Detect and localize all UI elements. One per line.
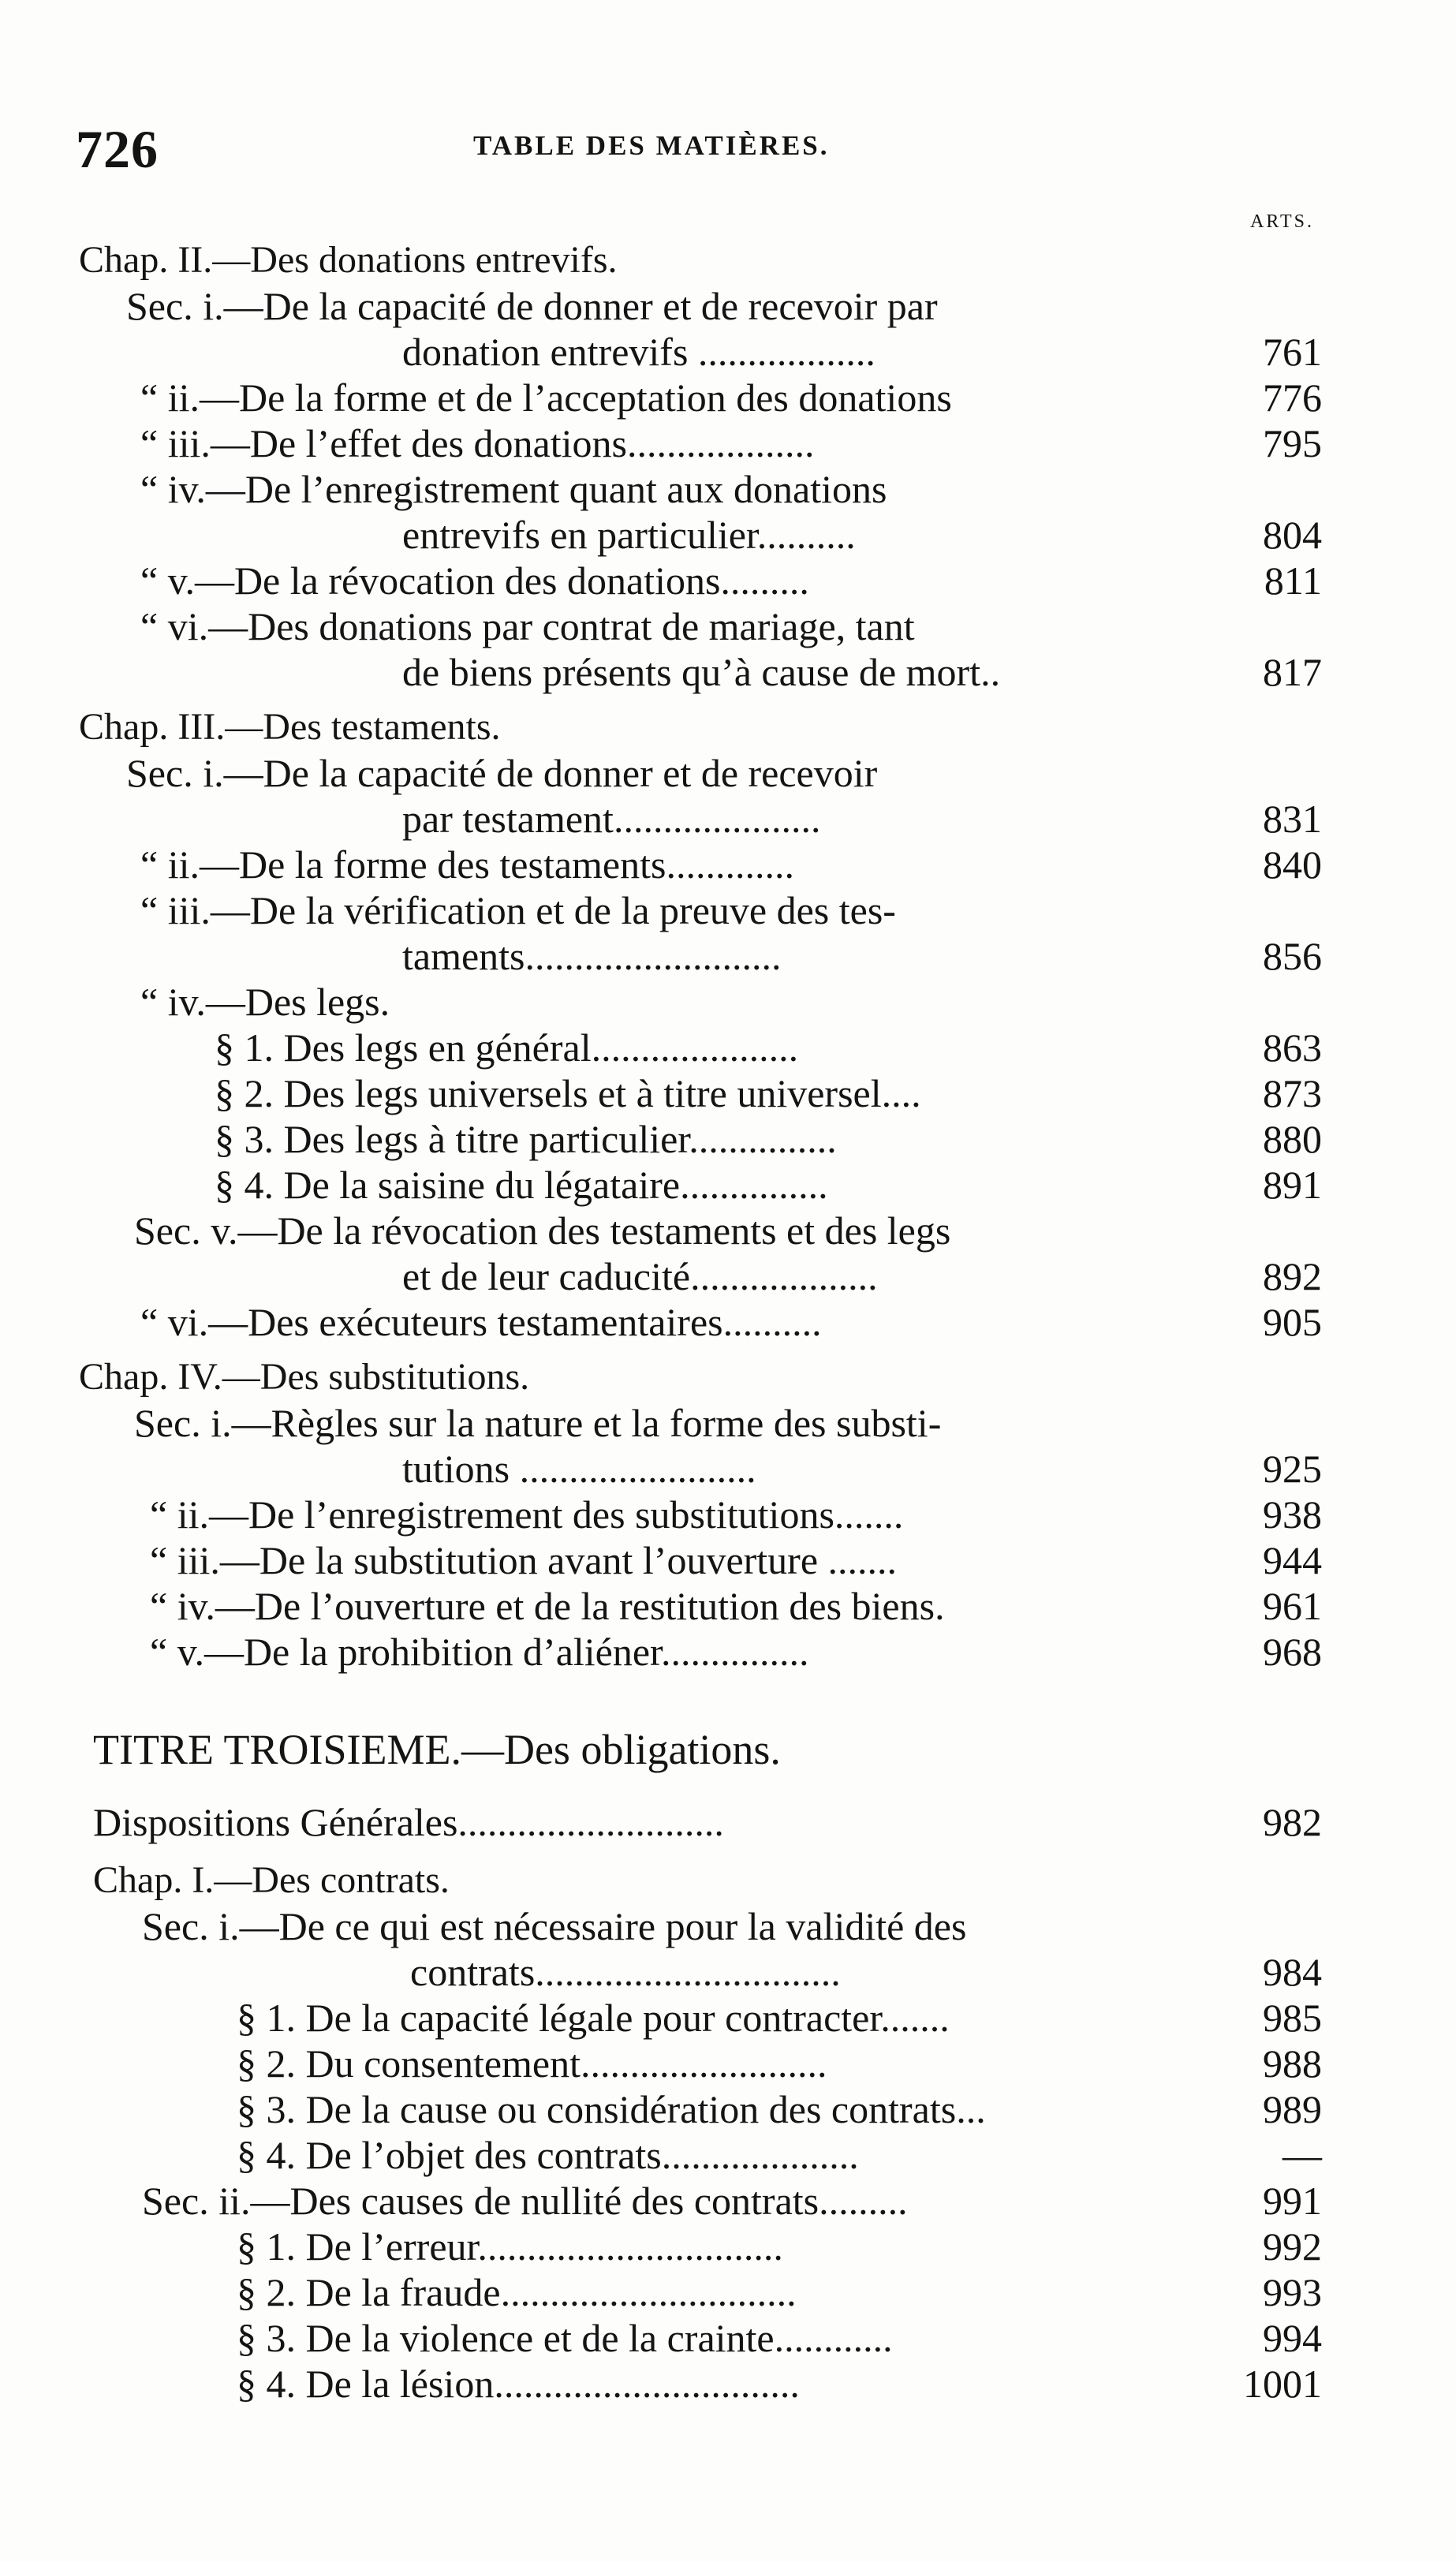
article-number: 831 xyxy=(1263,797,1322,841)
toc-entry: “ ii.—De la forme des testaments............. xyxy=(140,842,794,887)
article-number: 856 xyxy=(1263,934,1322,978)
article-number: 761 xyxy=(1263,330,1322,374)
article-number: 993 xyxy=(1263,2270,1322,2314)
toc-entry: § 3. Des legs à titre particulier............... xyxy=(215,1117,837,1161)
article-number: 991 xyxy=(1263,2179,1322,2223)
article-number: 873 xyxy=(1263,1071,1322,1115)
toc-entry: contrats............................... xyxy=(410,1950,841,1994)
article-number: 840 xyxy=(1263,842,1322,887)
toc-entry: “ vi.—Des exécuteurs testamentaires.......... xyxy=(140,1300,822,1344)
article-number: 863 xyxy=(1263,1025,1322,1070)
article-number: 817 xyxy=(1263,650,1322,694)
article-number: 795 xyxy=(1263,421,1322,465)
toc-entry: “ iii.—De la substitution avant l’ouverture ....... xyxy=(150,1538,898,1582)
toc-entry: Sec. i.—De la capacité de donner et de recevoir par xyxy=(126,284,938,328)
toc-entry: § 1. Des legs en général..................... xyxy=(215,1025,799,1070)
article-number: 892 xyxy=(1263,1254,1322,1298)
toc-entry: § 4. De l’objet des contrats.................... xyxy=(237,2133,859,2177)
article-number: 985 xyxy=(1263,1996,1322,2040)
toc-entry: “ iv.—De l’enregistrement quant aux donations xyxy=(140,467,887,511)
article-number: 992 xyxy=(1263,2224,1322,2269)
article-number: 880 xyxy=(1263,1117,1322,1161)
toc-entry: “ v.—De la prohibition d’aliéner............... xyxy=(150,1630,809,1674)
toc-entry: par testament..................... xyxy=(402,797,821,841)
toc-entry: § 3. De la violence et de la crainte............ xyxy=(237,2316,893,2360)
toc-entry: Sec. ii.—Des causes de nullité des contrats......... xyxy=(142,2179,908,2223)
article-number: 984 xyxy=(1263,1950,1322,1994)
toc-entry: donation entrevifs .................. xyxy=(402,330,875,374)
article-number: 938 xyxy=(1263,1492,1322,1537)
toc-entry: entrevifs en particulier.......... xyxy=(402,513,856,557)
toc-entry: § 2. Du consentement......................... xyxy=(237,2041,827,2086)
toc-entry: “ iii.—De l’effet des donations................... xyxy=(140,421,815,465)
toc-entry: Chap. IV.—Des substitutions. xyxy=(79,1356,530,1398)
article-number: 804 xyxy=(1263,513,1322,557)
toc-entry: § 1. De l’erreur............................... xyxy=(237,2224,783,2269)
toc-entry: “ v.—De la révocation des donations......... xyxy=(140,558,809,603)
toc-entry: de biens présents qu’à cause de mort.. xyxy=(402,650,1001,694)
toc-entry: § 4. De la lésion............................... xyxy=(237,2362,800,2406)
toc-entry: Sec. i.—De la capacité de donner et de recevoir xyxy=(126,751,878,795)
article-number: 982 xyxy=(1263,1800,1322,1844)
toc-entry: § 2. De la fraude.............................. xyxy=(237,2270,797,2314)
article-number: 776 xyxy=(1263,375,1322,420)
toc-entry: “ ii.—De l’enregistrement des substitutions....... xyxy=(150,1492,904,1537)
toc-entry: Chap. III.—Des testaments. xyxy=(79,706,501,748)
toc-entry: § 3. De la cause ou considération des contrats... xyxy=(237,2087,986,2131)
toc-entry: Sec. i.—De ce qui est nécessaire pour la validité des xyxy=(142,1904,967,1948)
running-head: TABLE DES MATIÈRES. xyxy=(473,130,830,161)
toc-entry: § 1. De la capacité légale pour contracter....... xyxy=(237,1996,950,2040)
toc-entry: Sec. v.—De la révocation des testaments et des legs xyxy=(134,1208,951,1253)
toc-entry: taments.......................... xyxy=(402,934,782,978)
article-number: 891 xyxy=(1263,1163,1322,1207)
article-number: 961 xyxy=(1263,1584,1322,1628)
article-number: 905 xyxy=(1263,1300,1322,1344)
toc-entry: et de leur caducité................... xyxy=(402,1254,878,1298)
article-number: 944 xyxy=(1263,1538,1322,1582)
article-number: 989 xyxy=(1263,2087,1322,2131)
article-number: 994 xyxy=(1263,2316,1322,2360)
toc-entry: “ ii.—De la forme et de l’acceptation des donations xyxy=(140,375,952,420)
article-number: — xyxy=(1282,2133,1322,2177)
toc-entry: Chap. II.—Des donations entrevifs. xyxy=(79,239,618,281)
toc-entry: “ iv.—Des legs. xyxy=(140,980,390,1024)
toc-entry: § 4. De la saisine du légataire............... xyxy=(215,1163,828,1207)
title-heading: TITRE TROISIEME.—Des obligations. xyxy=(93,1726,781,1773)
toc-entry: Dispositions Générales........................... xyxy=(93,1800,724,1844)
toc-entry: “ iv.—De l’ouverture et de la restitution des biens. xyxy=(150,1584,945,1628)
article-number: 925 xyxy=(1263,1447,1322,1491)
toc-entry: Chap. I.—Des contrats. xyxy=(93,1859,450,1901)
toc-entry: “ vi.—Des donations par contrat de mariage, tant xyxy=(140,604,915,648)
page-number: 726 xyxy=(76,119,159,179)
column-head-arts: ARTS. xyxy=(1250,211,1314,232)
toc-entry: Sec. i.—Règles sur la nature et la forme des substi- xyxy=(134,1401,942,1445)
article-number: 968 xyxy=(1263,1630,1322,1674)
article-number: 1001 xyxy=(1243,2362,1322,2406)
toc-entry: § 2. Des legs universels et à titre universel.... xyxy=(215,1071,921,1115)
article-number: 988 xyxy=(1263,2041,1322,2086)
toc-entry: tutions ........................ xyxy=(402,1447,756,1491)
toc-entry: “ iii.—De la vérification et de la preuve des tes- xyxy=(140,888,896,932)
article-number: 811 xyxy=(1264,558,1322,603)
